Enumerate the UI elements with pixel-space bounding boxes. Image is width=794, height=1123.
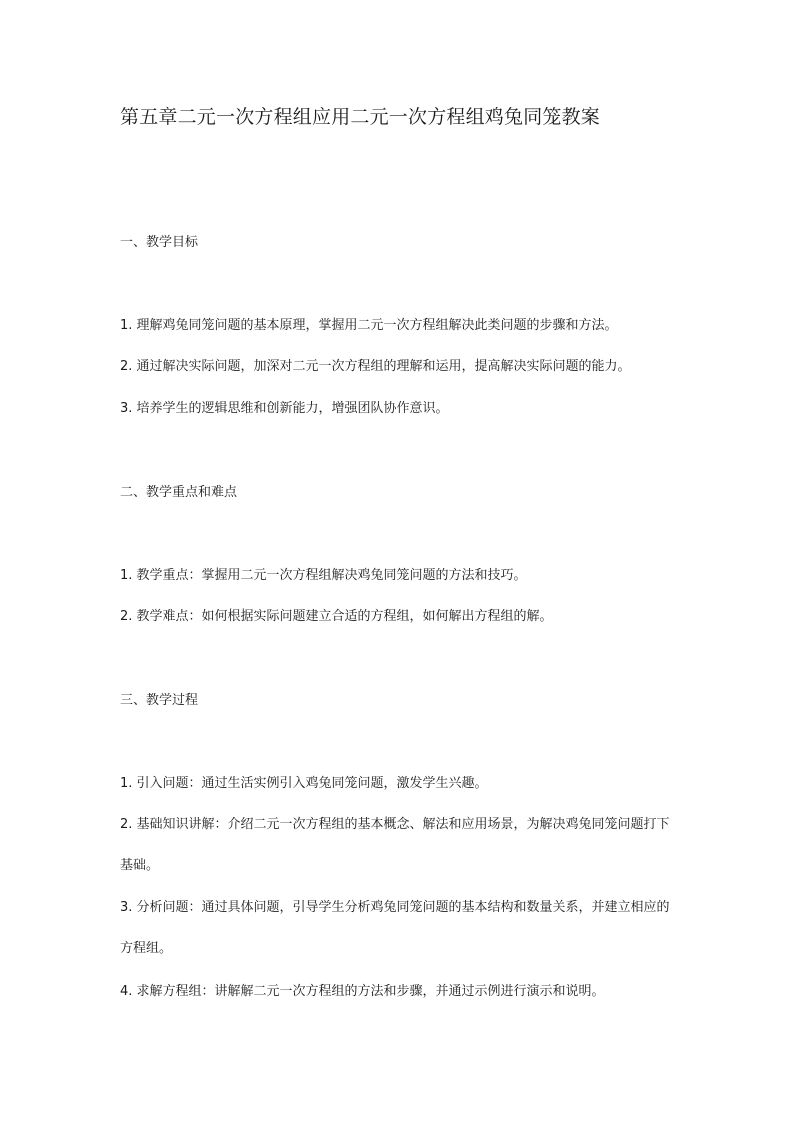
goal-item-3: 3. 培养学生的逻辑思维和创新能力，增强团队协作意识。 [120,401,449,416]
process-item-3: 3. 分析问题：通过具体问题，引导学生分析鸡兔同笼问题的基本结构和数量关系，并建立相应的方程组。 [120,900,670,956]
key-point-item-1: 1. 教学重点：掌握用二元一次方程组解决鸡兔同笼问题的方法和技巧。 [120,568,527,583]
process-item-2: 2. 基础知识讲解：介绍二元一次方程组的基本概念、解法和应用场景，为解决鸡兔同笼问题打下基础。 [120,817,670,873]
goal-item-1: 1. 理解鸡兔同笼问题的基本原理，掌握用二元一次方程组解决此类问题的步骤和方法。 [120,318,618,333]
process-item-4: 4. 求解方程组：讲解解二元一次方程组的方法和步骤，并通过示例进行演示和说明。 [120,984,605,999]
goal-item-2: 2. 通过解决实际问题，加深对二元一次方程组的理解和运用，提高解决实际问题的能力。 [120,359,631,374]
section-heading-process: 三、教学过程 [120,693,199,708]
section-heading-goals: 一、教学目标 [120,235,199,250]
key-point-item-2: 2. 教学难点：如何根据实际问题建立合适的方程组，如何解出方程组的解。 [120,609,553,624]
process-item-1: 1. 引入问题：通过生活实例引入鸡兔同笼问题，激发学生兴趣。 [120,776,488,791]
section-heading-key-points: 二、教学重点和难点 [120,485,238,500]
document-title: 第五章二元一次方程组应用二元一次方程组鸡兔同笼教案 [120,106,601,128]
